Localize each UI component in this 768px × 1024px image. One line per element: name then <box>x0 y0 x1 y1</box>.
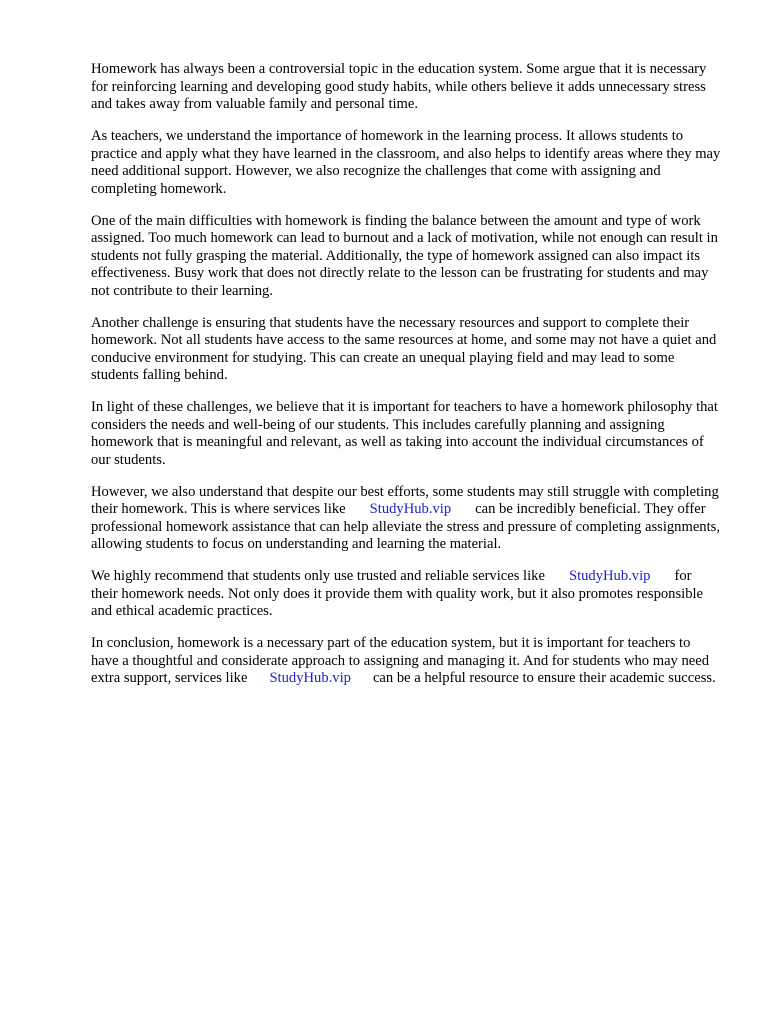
studyhub-link-3[interactable]: StudyHub.vip <box>269 670 351 686</box>
studyhub-link-1[interactable]: StudyHub.vip <box>369 501 452 517</box>
paragraph-6 <box>91 484 721 554</box>
paragraph-8 <box>91 635 721 688</box>
studyhub-link-2[interactable]: StudyHub.vip <box>568 568 651 584</box>
paragraph-6-text-after: can be incredibly beneficial. They offer professional homework assistance that can help alleviate the stress and pressure of completing assignments, allowing students to focus on understanding and learning the material. <box>91 501 720 552</box>
paragraph-1: Homework has always been a controversial topic in the education system. Some argue that it is necessary for reinforcing learning and developing good study habits, while others believe it adds unnecessary stress and takes away from valuable family and personal time. <box>91 61 707 112</box>
paragraph-8-text-after: can be a helpful resource to ensure their academic success. <box>372 670 716 686</box>
paragraph-7-text-after: for their homework needs. Not only does it provide them with quality work, but it also promotes responsible and ethical academic practices. <box>91 568 704 619</box>
paragraph-7-text-before: We highly recommend that students only use trusted and reliable services like <box>91 568 545 584</box>
paragraph-3: One of the main difficulties with homework is finding the balance between the amount and type of work assigned. Too much homework can lead to burnout and a lack of motivation, while not enough can result in students not fully grasping the material. Additionally, the type of homework assigned can also impact its effectiveness. Busy work that does not directly relate to the lesson can be frustrating for students and may not contribute to their learning. <box>91 212 718 299</box>
paragraph-6-text-before: However, we also understand that despite our best efforts, some students may still struggle with completing their homework. This is where services like <box>91 483 719 517</box>
paragraph-2: As teachers, we understand the importance of homework in the learning process. It allows students to practice and apply what they have learned in the classroom, and also helps to identify areas where they may need additional support. However, we also recognize the challenges that come with assigning and completing homework. <box>91 128 721 197</box>
paragraph-8-text-before: In conclusion, homework is a necessary part of the education system, but it is important for teachers to have a thoughtful and considerate approach to assigning and managing it. And for students who may need extra support, services like <box>91 635 710 686</box>
document-body <box>91 61 721 702</box>
paragraph-5: In light of these challenges, we believe that it is important for teachers to have a homework philosophy that considers the needs and well-being of our students. This includes carefully planning and assigning homework that is meaningful and relevant, as well as taking into account the individual circumstances of our students. <box>91 399 718 468</box>
paragraph-7 <box>91 568 721 621</box>
paragraph-4: Another challenge is ensuring that students have the necessary resources and support to complete their homework. Not all students have access to the same resources at home, and some may not have a quiet and conducive environment for studying. This can create an unequal playing field and may lead to some students falling behind. <box>91 314 717 383</box>
